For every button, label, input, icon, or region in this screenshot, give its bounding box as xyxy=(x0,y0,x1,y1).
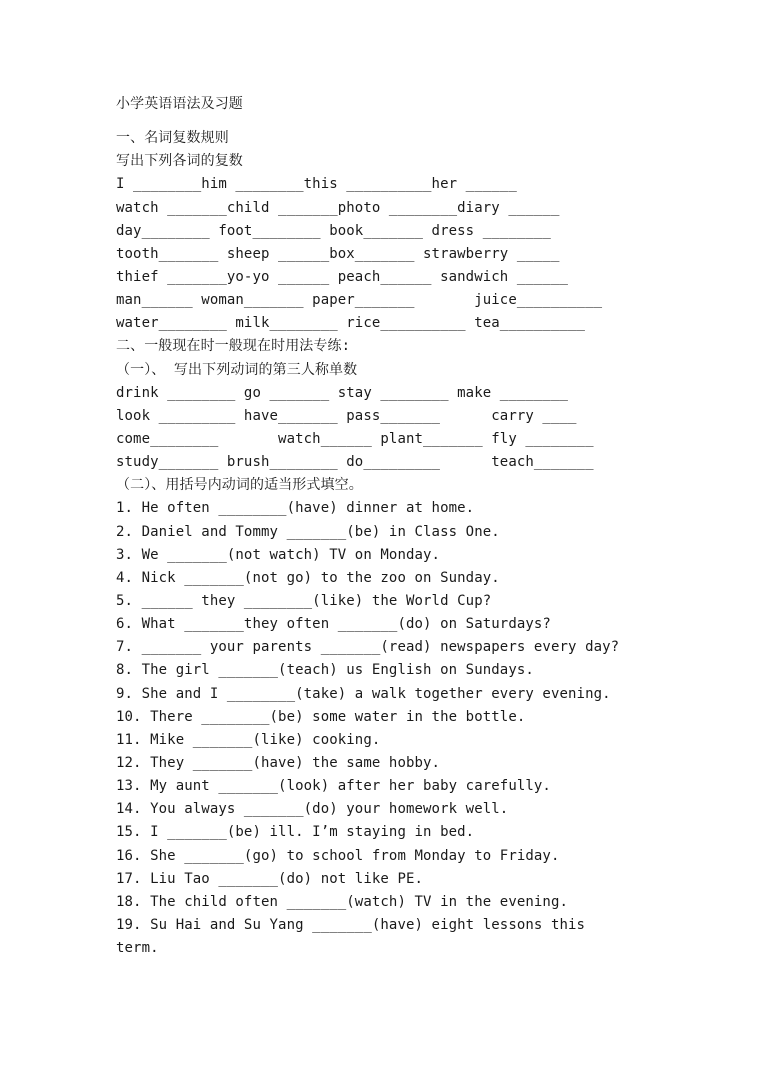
document-page xyxy=(116,93,676,960)
verb-row: come________ watch______ plant_______ fly ________ xyxy=(116,430,594,447)
plural-row: water________ milk________ rice__________ tea__________ xyxy=(116,315,586,332)
section2-part2-heading: （二）、用括号内动词的适当形式填空。 xyxy=(116,477,363,494)
exercise-sentence: 7. _______ your parents _______(read) newspapers every day? xyxy=(116,639,620,656)
exercise-sentence: 14. You always _______(do) your homework well. xyxy=(116,801,509,818)
exercise-sentence: 12. They _______(have) the same hobby. xyxy=(116,754,441,771)
exercise-sentence: 6. What _______they often _______(do) on Saturdays? xyxy=(116,616,551,633)
verb-row: study_______ brush________ do_________ teach_______ xyxy=(116,454,594,471)
exercise-sentence: 8. The girl _______(teach) us English on Sundays. xyxy=(116,662,534,679)
section1-instruction: 写出下列各词的复数 xyxy=(116,153,243,170)
exercise-sentence: 19. Su Hai and Su Yang _______(have) eight lessons this xyxy=(116,916,586,933)
exercise-sentence: 2. Daniel and Tommy _______(be) in Class One. xyxy=(116,523,500,540)
section1-heading: 一、名词复数规则 xyxy=(116,130,229,147)
plural-row: man______ woman_______ paper_______ juice__________ xyxy=(116,292,603,309)
exercise-sentence: 16. She _______(go) to school from Monday to Friday. xyxy=(116,847,560,864)
plural-row: I ________him ________this __________her ______ xyxy=(116,176,517,193)
plural-exercise xyxy=(116,173,676,335)
document-title: 小学英语语法及习题 xyxy=(116,96,243,112)
exercise-sentence: 15. I _______(be) ill. I’m staying in bed. xyxy=(116,824,475,841)
plural-row: tooth_______ sheep ______box_______ strawberry _____ xyxy=(116,245,560,262)
exercise-sentence: 3. We _______(not watch) TV on Monday. xyxy=(116,546,441,563)
section2-part1-heading: （一）、 写出下列动词的第三人称单数 xyxy=(116,361,358,378)
plural-row: day________ foot________ book_______ dress ________ xyxy=(116,222,551,239)
exercise-sentence: 9. She and I ________(take) a walk together every evening. xyxy=(116,685,611,702)
section2-heading: 二、一般现在时一般现在时用法专练: xyxy=(116,338,351,355)
exercise-sentence-continuation: term. xyxy=(116,940,159,957)
exercise-sentence: 10. There ________(be) some water in the bottle. xyxy=(116,708,526,725)
fill-in-exercise xyxy=(116,497,676,960)
exercise-sentence: 18. The child often _______(watch) TV in the evening. xyxy=(116,893,569,910)
third-person-exercise xyxy=(116,382,676,475)
exercise-sentence: 11. Mike _______(like) cooking. xyxy=(116,731,381,748)
exercise-sentence: 17. Liu Tao _______(do) not like PE. xyxy=(116,870,424,887)
exercise-sentence: 5. ______ they ________(like) the World Cup? xyxy=(116,592,492,609)
verb-row: drink ________ go _______ stay ________ make ________ xyxy=(116,384,569,401)
plural-row: thief _______yo-yo ______ peach______ sandwich ______ xyxy=(116,268,569,285)
exercise-sentence: 4. Nick _______(not go) to the zoo on Sunday. xyxy=(116,569,500,586)
plural-row: watch _______child _______photo ________diary ______ xyxy=(116,199,560,216)
exercise-sentence: 13. My aunt _______(look) after her baby carefully. xyxy=(116,778,551,795)
exercise-sentence: 1. He often ________(have) dinner at home. xyxy=(116,500,475,517)
verb-row: look _________ have_______ pass_______ carry ____ xyxy=(116,407,577,424)
